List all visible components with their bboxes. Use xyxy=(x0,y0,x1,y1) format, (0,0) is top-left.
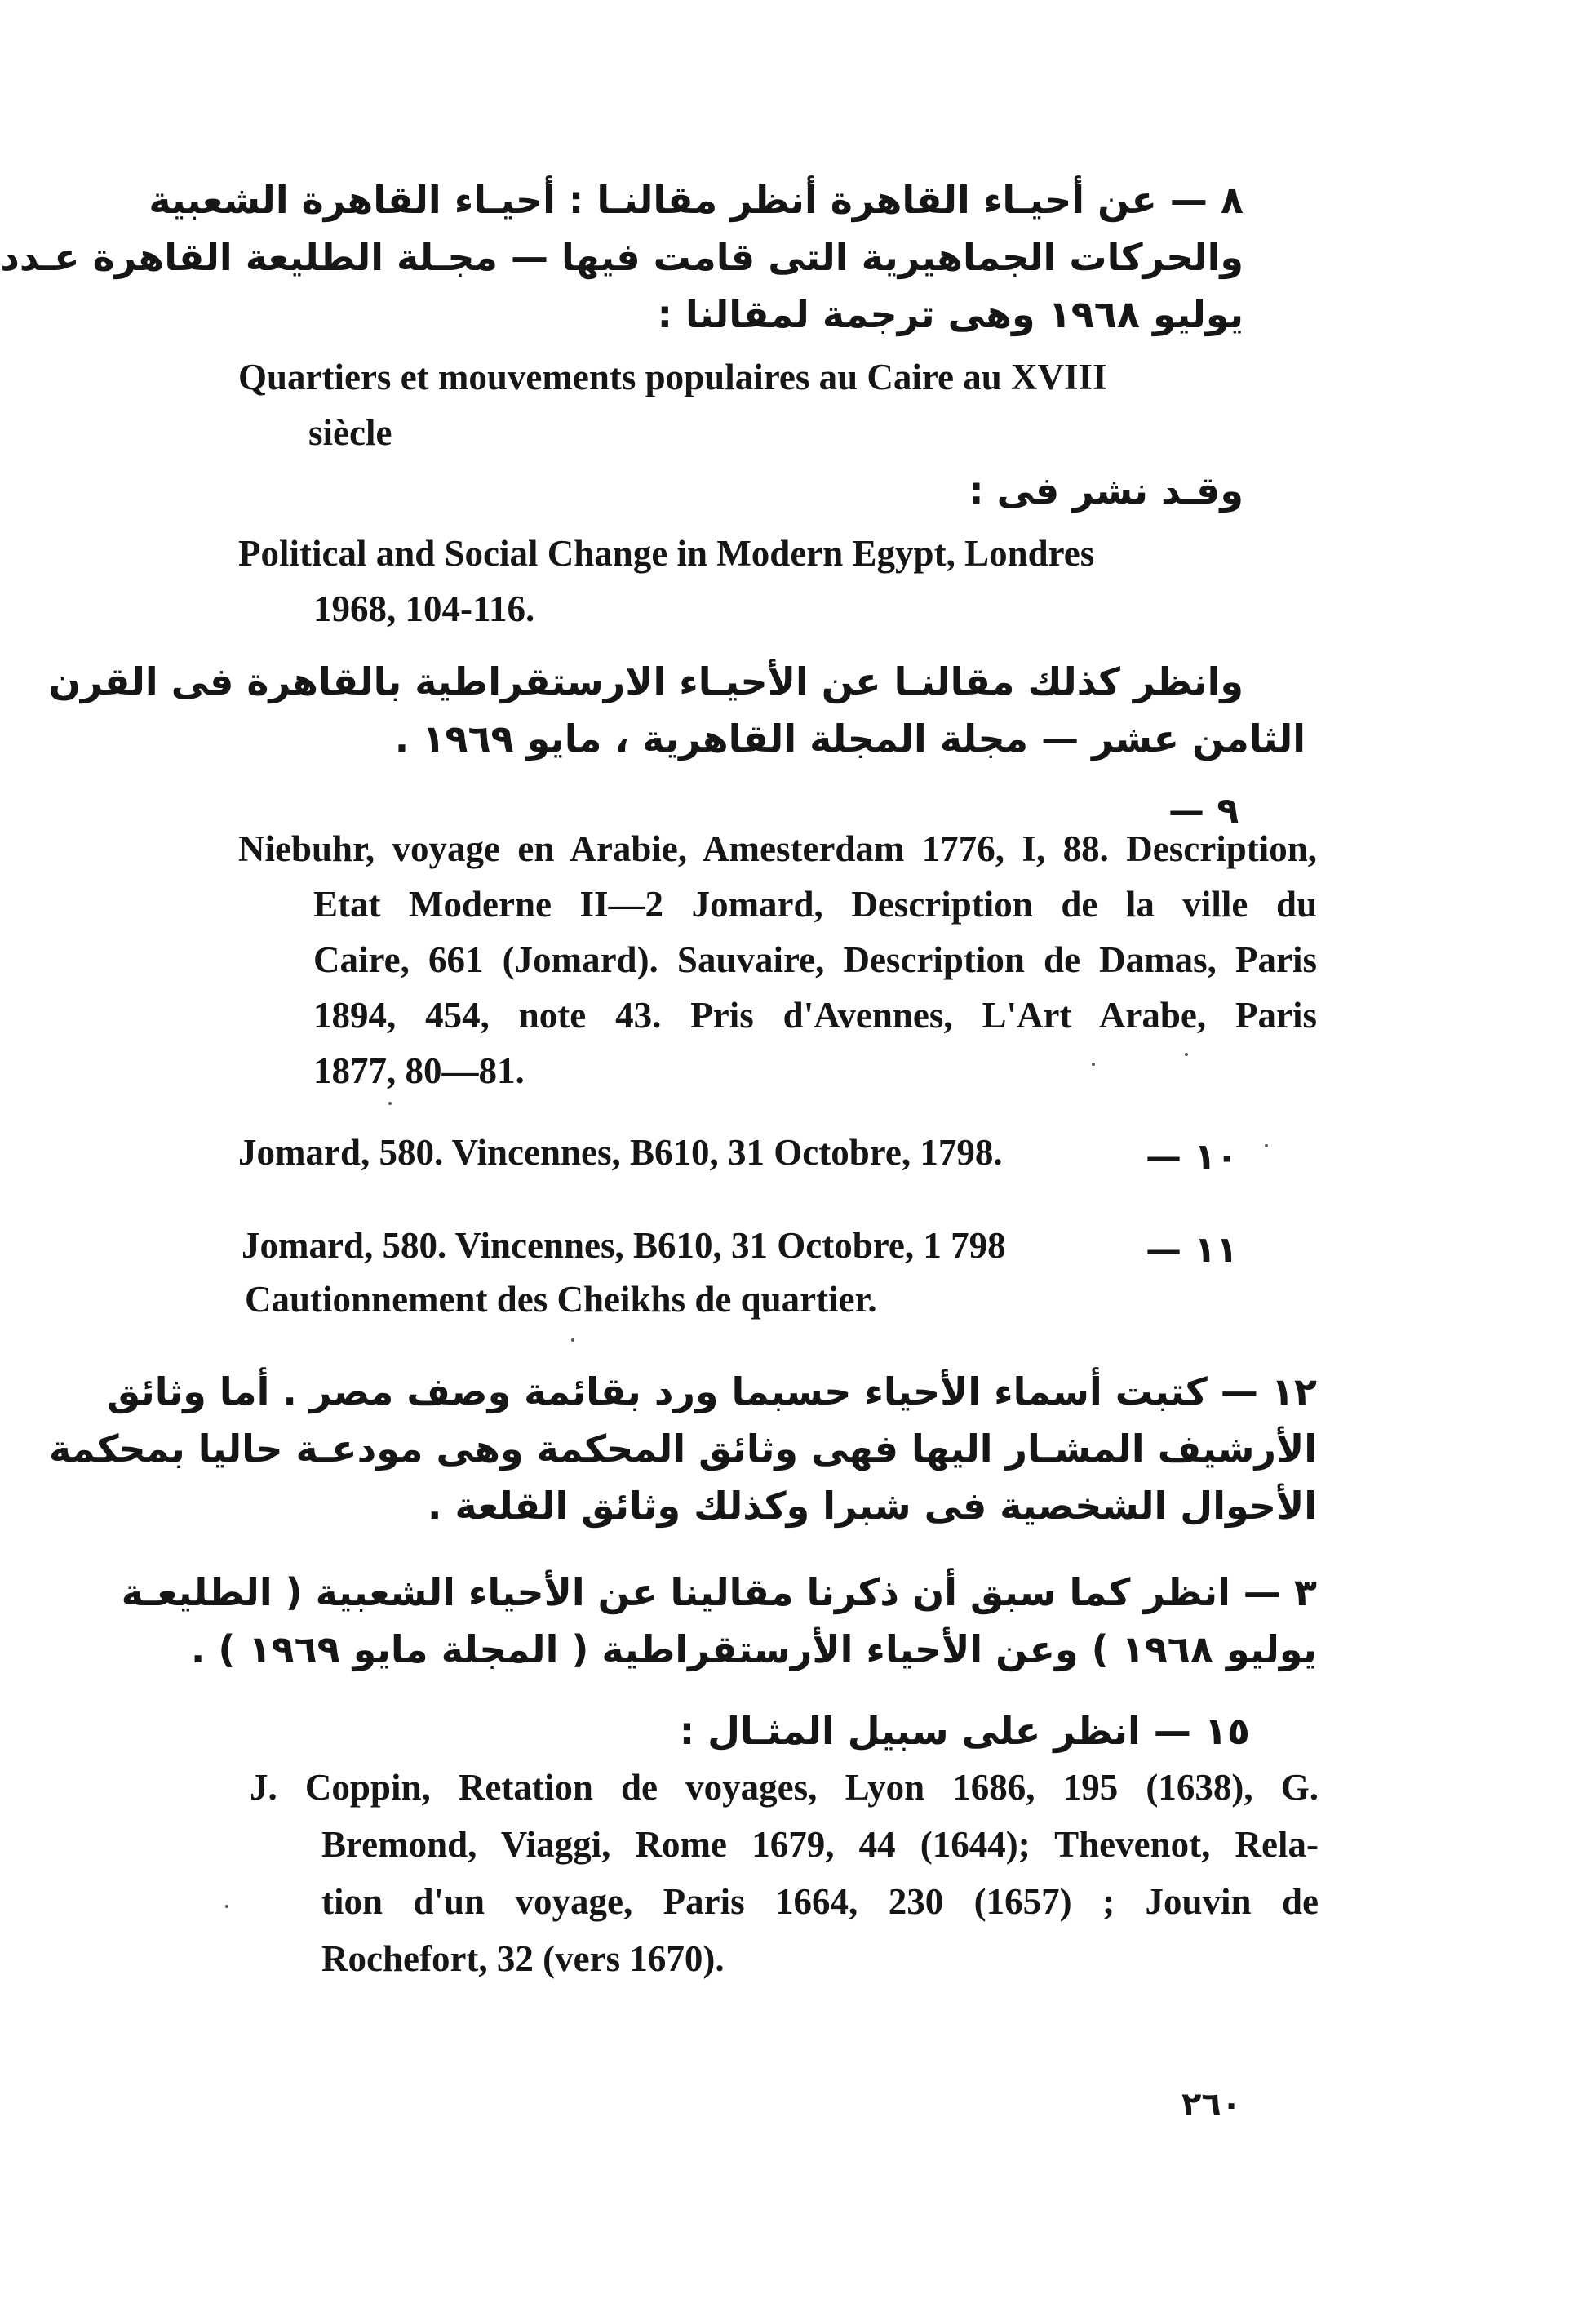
note-8-publication: Political and Social Change in Modern Egypt, Londres xyxy=(238,533,1095,574)
note-8-french-title: Quartiers et mouvements populaires au Caire au XVIII xyxy=(238,357,1107,397)
page-number: ٢٦٠ xyxy=(1181,2086,1242,2124)
scan-speck xyxy=(1092,1063,1095,1066)
scan-speck xyxy=(1185,1053,1188,1056)
note-15-line-4: Rochefort, 32 (vers 1670). xyxy=(321,1938,725,1979)
note-12-line-2: الأرشيف المشـار اليها فهى وثائق المحكمة وهى مودعـة حاليا بمحكمة xyxy=(49,1427,1317,1471)
scan-speck xyxy=(225,1905,228,1908)
note-15-line-2: Bremond, Viaggi, Rome 1679, 44 (1644); Thevenot, Rela- xyxy=(321,1824,1319,1865)
note-10-number: ١٠ — xyxy=(1146,1136,1239,1178)
note-8-see-also-1: وانظر كذلك مقالنـا عن الأحيـاء الارستقراطية بالقاهرة فى القرن xyxy=(48,659,1244,703)
note-13-line-1: ٣ — انظر كما سبق أن ذكرنا مقالينا عن الأحياء الشعبية ( الطليعـة xyxy=(121,1570,1317,1614)
note-9-number: ٩ — xyxy=(1168,790,1239,832)
note-11-text-cont: Cautionnement des Cheikhs de quartier. xyxy=(245,1279,877,1320)
note-10-text: Jomard, 580. Vincennes, B610, 31 Octobre, 1798. xyxy=(238,1132,1003,1173)
note-8-line-2: والحركات الجماهيرية التى قامت فيها — مجـلة الطليعة القاهرة عـدد xyxy=(0,235,1244,279)
note-8-published-in: وقـد نشر فى : xyxy=(969,468,1244,513)
note-8-french-title-cont: siècle xyxy=(308,412,392,453)
note-11-text: Jomard, 580. Vincennes, B610, 31 Octobre, 1 798 xyxy=(242,1225,1006,1266)
note-15-heading: ١٥ — انظر على سبيل المثـال : xyxy=(679,1709,1250,1753)
note-9-line-2: Etat Moderne II—2 Jomard, Description de la ville du xyxy=(313,884,1317,925)
note-8-line-1: ٨ — عن أحيـاء القاهرة أنظر مقالنـا : أحيـاء القاهرة الشعبية xyxy=(149,178,1244,222)
note-12-line-3: الأحوال الشخصية فى شبرا وكذلك وثائق القلعة . xyxy=(427,1484,1317,1528)
note-9-line-5: 1877, 80—81. xyxy=(313,1050,525,1091)
note-15-line-1: J. Coppin, Retation de voyages, Lyon 1686, 195 (1638), G. xyxy=(250,1767,1319,1808)
note-11-number: ١١ — xyxy=(1146,1229,1239,1271)
note-8-line-3: يوليو ١٩٦٨ وهى ترجمة لمقالنا : xyxy=(657,292,1244,336)
note-8-see-also-2: الثامن عشر — مجلة المجلة القاهرية ، مايو ١٩٦٩ . xyxy=(394,717,1306,761)
scan-speck xyxy=(388,1102,392,1105)
note-9-line-4: 1894, 454, note 43. Pris d'Avennes, L'Art Arabe, Paris xyxy=(313,995,1317,1036)
scan-speck xyxy=(1265,1144,1268,1147)
note-9-line-1: Niebuhr, voyage en Arabie, Amesterdam 1776, I, 88. Description, xyxy=(238,828,1317,869)
note-8-publication-cont: 1968, 104-116. xyxy=(313,588,535,629)
note-12-line-1: ١٢ — كتبت أسماء الأحياء حسبما ورد بقائمة وصف مصر . أما وثائق xyxy=(106,1369,1317,1413)
scan-speck xyxy=(571,1338,574,1342)
note-13-line-2: يوليو ١٩٦٨ ) وعن الأحياء الأرستقراطية ( المجلة مايو ١٩٦٩ ) . xyxy=(190,1627,1317,1671)
note-9-line-3: Caire, 661 (Jomard). Sauvaire, Description de Damas, Paris xyxy=(313,939,1317,980)
note-15-line-3: tion d'un voyage, Paris 1664, 230 (1657) ; Jouvin de xyxy=(321,1881,1319,1922)
